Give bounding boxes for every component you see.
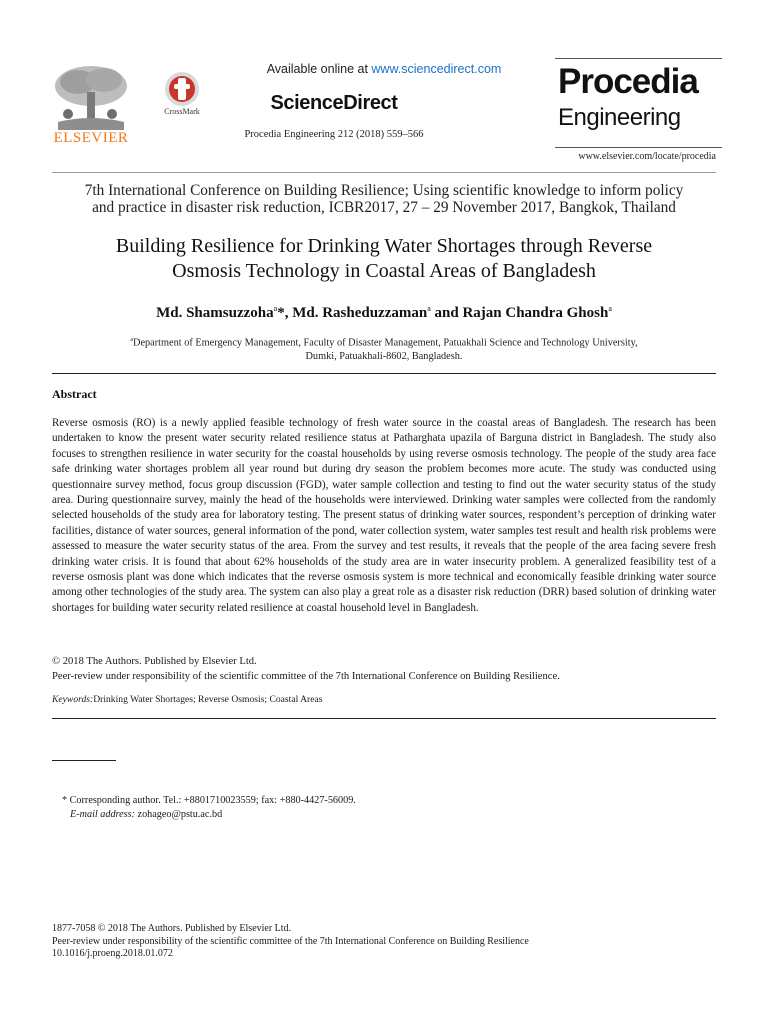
email-label: E-mail address: — [70, 809, 135, 820]
footnote-rule — [52, 760, 116, 761]
copyright-line-2: Peer-review under responsibility of the scientific committee of the 7th International Conference on Building Resilience. — [52, 670, 560, 682]
abstract-top-rule — [52, 373, 716, 374]
title-line-1: Building Resilience for Drinking Water Shortages through Reverse — [115, 235, 653, 257]
journal-title-engineering: Engineering — [558, 104, 681, 131]
affiliation-sup: a — [130, 337, 134, 343]
journal-url[interactable]: www.elsevier.com/locate/procedia — [578, 151, 716, 162]
footer-line-2: Peer-review under responsibility of the scientific committee of the 7th International Conference on Building Resilience — [52, 935, 529, 947]
crossmark-label: CrossMark — [164, 107, 200, 116]
keywords — [52, 694, 716, 705]
corresponding-mark: *, — [277, 305, 293, 321]
abstract-bottom-rule — [52, 718, 716, 719]
footer-line-1: 1877-7058 © 2018 The Authors. Published by Elsevier Ltd. — [52, 923, 292, 934]
affiliation-line-2: Dumki, Patuakhali-8602, Bangladesh. — [305, 351, 463, 363]
author-list — [52, 304, 716, 322]
conference-info — [52, 182, 716, 216]
author-2: Md. Rasheduzzaman — [292, 305, 428, 321]
author-2-affil: a — [427, 304, 431, 313]
author-3: Rajan Chandra Ghosh — [462, 305, 609, 321]
title-line-2: Osmosis Technology in Coastal Areas of Bangladesh — [172, 260, 596, 282]
availability-prefix: Available online at — [266, 62, 368, 76]
abstract-body: Reverse osmosis (RO) is a newly applied feasible technology of fresh water source in the coastal areas of Bangladesh. The research has been undertaken to know the present water security related resilience status at Patharghata upazila of Barguna district in Bangladesh. The study also focuses to strengthen resilience in water security for the coastal households by using reverse osmosis technology. The people of the study area face safe drinking water shortages problem all year round but during dry season the problem becomes more acute. The study was conducted using questionnaire survey method, focus group discussion (FGD), water sample collection and testing to find out the water security status of the study area. During questionnaire survey, mainly the head of the households were interviewed. Drinking water samples were collected from the randomly selected households of the study area for laboratory testing. The present status of drinking water sources, respondent’s perception of drinking water facilities, distance of water sources, general information of the pond, water collection system, water samples test result and health risk problems were assessed to measure the water security status of the area. From the survey and test results, it reveals that the people of the area facing severe fresh drinking water crisis. It is found that about 62% households of the study area are in water insecurity problem. A generalized feasibility test of a reverse osmosis plant was done which indicates that the reverse osmosis system is more technical and economically feasible drinking water source among other technologies of the study area. The system can also play a great role as a disaster risk reduction (DRR) based solution of drinking water shortages for building water security related resilience at coastal household level in Bangladesh. — [52, 417, 716, 614]
affiliation — [52, 333, 716, 364]
keywords-label: Keywords: — [52, 694, 94, 705]
journal-title-procedia: Procedia — [558, 62, 698, 101]
page-footer — [52, 923, 716, 961]
conference-line-1: 7th International Conference on Building Resilience; Using scientific knowledge to inform policy — [84, 182, 684, 199]
author-1-affil: a — [273, 304, 278, 313]
footer-doi[interactable]: 10.1016/j.proeng.2018.01.072 — [52, 948, 173, 959]
article-title — [52, 234, 716, 284]
author-3-affil: a — [608, 304, 612, 313]
elsevier-wordmark: ELSEVIER — [53, 130, 129, 146]
corresponding-author-note: * Corresponding author. Tel.: +8801710023559; fax: +880-4427-56009. — [62, 795, 356, 806]
email-address[interactable]: zohageo@pstu.ac.bd — [135, 809, 223, 820]
abstract-heading: Abstract — [52, 387, 97, 401]
journal-reference: Procedia Engineering 212 (2018) 559–566 — [244, 129, 424, 140]
header-divider — [52, 172, 716, 173]
author-and: and — [430, 305, 463, 321]
copyright-block — [52, 655, 716, 684]
copyright-line-1: © 2018 The Authors. Published by Elsevier Ltd. — [52, 656, 257, 667]
email-note — [70, 809, 222, 820]
affiliation-line-1: Department of Emergency Management, Faculty of Disaster Management, Patuakhali Science and Technology University, — [133, 337, 638, 349]
keywords-list: Drinking Water Shortages; Reverse Osmosis; Coastal Areas — [93, 694, 323, 705]
sciencedirect-brand: ScienceDirect — [270, 92, 398, 114]
sciencedirect-link[interactable]: www.sciencedirect.com — [371, 62, 502, 76]
conference-line-2: and practice in disaster risk reduction, ICBR2017, 27 – 29 November 2017, Bangkok, Thailand — [92, 199, 676, 216]
author-1: Md. Shamsuzzoha — [156, 305, 274, 321]
